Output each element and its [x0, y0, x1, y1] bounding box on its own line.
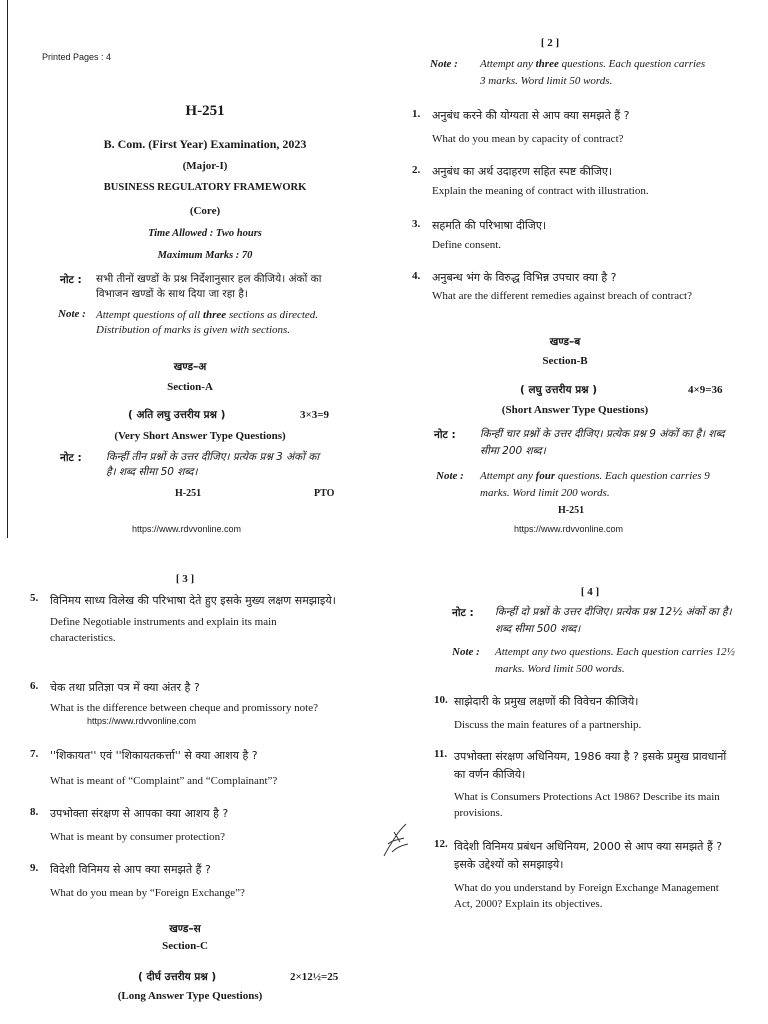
section-b-hindi: खण्ड–ब [549, 336, 581, 348]
note-hindi-label: नोट : [60, 274, 82, 286]
note3-label: Note : [436, 470, 464, 482]
section-b-marks: 4×9=36 [688, 384, 723, 396]
question-1: 1. अनुबंध करने की योग्यता से आप क्या समझते हैं ? What do you mean by capacity of contract? [412, 108, 630, 145]
question-9: 9. विदेशी विनिमय से आप क्या समझते हैं ? What do you mean by “Foreign Exchange”? [30, 862, 245, 899]
exam-title: B. Com. (First Year) Examination, 2023 [103, 137, 307, 151]
note-english: Attempt questions of all three sections as directed. Distribution of marks is given with sections. [96, 309, 319, 336]
section-a-title: Section-A [167, 381, 213, 393]
subject-title: BUSINESS REGULATORY FRAMEWORK [103, 182, 307, 193]
question-3: 3. सहमति की परिभाषा दीजिए। Define consent. [412, 218, 547, 251]
question-5: 5. विनिमय साध्य विलेख की परिभाषा देते हुए इसके मुख्य लक्षण समझाइये। Define Negotiable instruments and explain its main characteristics. [30, 592, 336, 644]
section-c-title: Section-C [162, 940, 208, 952]
note2-label: नोट : [434, 429, 456, 441]
note2-hindi: किन्हीं चार प्रश्नों के उत्तर दीजिए। प्रत्येक प्रश्न 9 अंकों का है। शब्द सीमा 200 शब्द। [480, 428, 725, 457]
note2-label: Note : [452, 646, 480, 658]
pto: PTO [314, 488, 335, 499]
footer-code: H-251 [175, 488, 202, 499]
section-a-type-english: (Very Short Answer Type Questions) [114, 430, 286, 442]
section-c-type-english: (Long Answer Type Questions) [117, 990, 263, 1002]
note-hindi: सभी तीनों खण्डों के प्रश्न निर्देशानुसार हल कीजिये। अंकों का विभाजन खण्डों के साथ दिया जा रहा है। [96, 273, 322, 300]
question-10: 10. साझेदारी के प्रमुख लक्षणों की विवेचन कीजिये। Discuss the main features of a partnership. [434, 694, 642, 731]
time-allowed: Time Allowed : Two hours [148, 228, 262, 239]
note-label: नोट : [452, 607, 474, 619]
note2-label: नोट : [60, 452, 82, 464]
question-7: 7. ''शिकायत'' एवं ''शिकायतकर्त्ता'' से क्या आशय है ? What is meant of “Complaint” and “Complainant”? [30, 748, 278, 787]
question-2: 2. अनुबंध का अर्थ उदाहरण सहित स्पष्ट कीजिए। Explain the meaning of contract with illustration. [412, 164, 649, 197]
section-a-marks: 3×3=9 [300, 409, 330, 421]
website-url: https://www.rdvvonline.com [87, 716, 197, 726]
maximum-marks: Maximum Marks : 70 [157, 250, 253, 261]
question-6: 6. चेक तथा प्रतिज्ञा पत्र में क्या अंतर है ? What is the difference between cheque and promissory note? [30, 680, 318, 714]
website-url: https://www.rdvvonline.com [132, 524, 242, 534]
note-text: Attempt any three questions. Each question carries 3 marks. Word limit 50 words. [480, 58, 706, 87]
section-b-title: Section-B [542, 355, 588, 367]
page-number: [ 4 ] [580, 586, 600, 598]
section-b-type-english: (Short Answer Type Questions) [501, 404, 649, 416]
section-a-type-hindi: ( अति लघु उत्तरीय प्रश्न ) [128, 409, 226, 421]
section-c-marks: 2×12½=25 [290, 971, 339, 983]
printed-pages: Printed Pages : 4 [42, 52, 112, 62]
page-number: [ 2 ] [540, 37, 560, 49]
section-a-hindi: खण्ड–अ [173, 361, 207, 373]
question-8: 8. उपभोक्ता संरक्षण से आपका क्या आशय है ? What is meant by consumer protection? [30, 806, 229, 843]
note-english-label: Note : [58, 308, 86, 320]
question-11: 11. उपभोक्ता संरक्षण अधिनियम, 1986 क्या है ? इसके प्रमुख प्रावधानों का वर्णन कीजिये। What is Consumers Protections Act 1986? Describe its main provisions. [434, 748, 727, 819]
core-label: (Core) [189, 205, 221, 217]
note2-text: Attempt any two questions. Each question carries 12½ marks. Word limit 500 words. [495, 646, 735, 675]
website-url: https://www.rdvvonline.com [514, 524, 624, 534]
note-label: Note : [430, 58, 458, 70]
note2-hindi: किन्हीं तीन प्रश्नों के उत्तर दीजिए। प्रत्येक प्रश्न 3 अंकों का है। शब्द सीमा 50 शब्द। [106, 451, 320, 478]
page-number: [ 3 ] [175, 573, 195, 585]
page-edge-line [7, 0, 8, 538]
note-hindi: किन्हीं दो प्रश्नों के उत्तर दीजिए। प्रत्येक प्रश्न 12½ अंकों का है। शब्द सीमा 500 शब्द। [495, 606, 732, 635]
question-4: 4. अनुबन्ध भंग के विरुद्ध विभिन्न उपचार क्या है ? What are the different remedies against breach of contract? [412, 270, 692, 302]
major-label: (Major-I) [182, 160, 228, 172]
paper-code: H-251 [185, 103, 225, 119]
section-b-type-hindi: ( लघु उत्तरीय प्रश्न ) [520, 384, 598, 396]
section-c-type-hindi: ( दीर्घ उत्तरीय प्रश्न ) [138, 971, 217, 983]
footer-code: H-251 [558, 505, 585, 516]
question-12: 12. विदेशी विनिमय प्रबंधन अधिनियम, 2000 से आप क्या समझते हैं ? इसके उद्देश्यों को समझाइये। What do you understand by Foreign Exchange Management Act, 2000? Explain its objectives. [434, 838, 723, 910]
section-c-hindi: खण्ड–स [169, 923, 201, 935]
signature-scribble [378, 818, 414, 862]
note3-text: Attempt any four questions. Each question carries 9 marks. Word limit 200 words. [480, 470, 710, 499]
